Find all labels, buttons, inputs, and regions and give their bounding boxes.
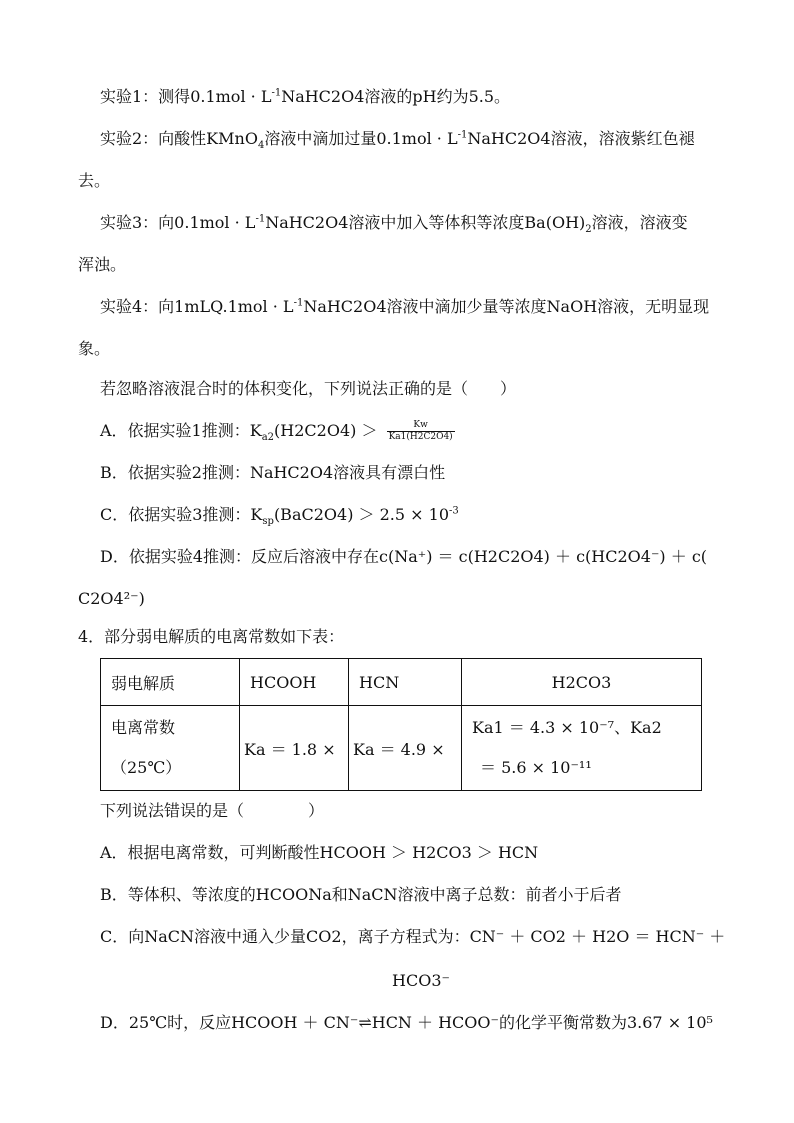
exp3-prefix: 实验3：向0.1mol · L [100,213,256,232]
option-3c-prefix: C．依据实验3推测：K [100,505,263,524]
experiment-2-cont: 去。 [78,171,111,190]
option-3a-prefix: A．依据实验1推测：K [100,421,262,440]
option-4a[interactable]: A．根据电离常数，可判断酸性HCOOH ＞ H2CO3 ＞ HCN [100,843,539,862]
exp1-prefix: 实验1：测得 [100,87,191,106]
exp2-prefix: 实验2：向酸性KMnO [100,129,258,148]
option-4d[interactable]: D．25℃时，反应HCOOH ＋ CN⁻⇌HCN ＋ HCOO⁻的化学平衡常数为3.67 × 10⁵ [100,1013,713,1032]
exp4-prefix: 实验4：向1mLQ.1mol · L [100,297,294,316]
question-4-stem: 4．部分弱电解质的电离常数如下表： [78,627,345,646]
exp2-exp: -1 [457,129,468,141]
ionization-constants-table [100,658,702,791]
option-3a[interactable] [100,420,455,443]
exp2-mid: 溶液中滴加过量0.1mol · L [264,129,458,148]
exp1-conc: 0.1mol · L [190,87,272,106]
question-3-stem: 若忽略溶液混合时的体积变化，下列说法正确的是（ ） [100,379,517,398]
exp4-rest: 溶液中滴加少量等浓度NaOH溶液，无明显现 [386,297,710,316]
row-label-line1: 电离常数 [111,718,176,737]
table-header-row [101,659,702,706]
row-label [101,706,240,791]
exp2-rest: 溶液，溶液紫红色褪 [550,129,695,148]
exp4-exp: -1 [293,297,304,309]
experiment-3-cont: 浑浊。 [78,255,127,274]
exp3-rest: 溶液，溶液变 [591,213,688,232]
option-3b[interactable]: B．依据实验2推测：NaHC2O4溶液具有漂白性 [100,463,446,482]
experiment-1 [100,86,510,108]
option-3c-sub: sp [262,516,274,528]
row-label-line2: （25℃） [111,758,182,777]
option-4b[interactable]: B．等体积、等浓度的HCOONa和NaCN溶液中离子总数：前者小于后者 [100,885,622,904]
exp2-sub: 4 [257,140,265,152]
cell-h2co3-line2: ＝ 5.6 × 10⁻¹¹ [480,758,592,777]
table-row [101,706,702,791]
option-3c[interactable] [100,504,459,526]
cell-hcn: Ka ＝ 4.9 × [349,706,462,791]
fraction [387,420,455,443]
exp3-mid: 溶液中加入等体积等浓度Ba(OH) [348,213,586,232]
exp1-salt: NaHC2O4 [281,87,365,106]
header-hcn: HCN [349,659,462,706]
cell-h2co3-line1: Ka1 ＝ 4.3 × 10⁻⁷、Ka2 [472,718,662,737]
question-4b-stem: 下列说法错误的是（ ） [100,801,325,820]
experiment-3 [100,212,688,234]
option-3a-mid: (H2C2O4) ＞ [274,421,378,440]
header-h2co3: H2CO3 [462,659,702,706]
option-3d[interactable]: D．依据实验4推测：反应后溶液中存在c(Na⁺) ＝ c(H2C2O4) ＋ c(HC2O4⁻) ＋ c( [100,547,708,566]
experiment-4-cont: 象。 [78,339,111,358]
cell-h2co3 [462,706,702,791]
option-4c-cont: HCO3⁻ [392,971,450,990]
fraction-numerator: Kw [387,420,455,432]
option-4c[interactable]: C．向NaCN溶液中通入少量CO2，离子方程式为：CN⁻ ＋ CO2 ＋ H2O ＝ HCN⁻ ＋ [100,927,726,946]
experiment-4 [100,296,709,318]
option-3c-mid: (BaC2O4) ＞ 2.5 × 10 [273,505,449,524]
exp3-salt: NaHC2O4 [265,213,349,232]
exp2-salt: NaHC2O4 [467,129,551,148]
option-3a-sub: a2 [261,432,275,444]
option-3c-exp: -3 [449,505,459,517]
fraction-denominator: Ka1(H2C2O4) [388,432,453,442]
cell-hcooh: Ka ＝ 1.8 × [240,706,349,791]
exp1-exp: -1 [271,87,282,99]
experiment-2 [100,128,695,150]
exp1-rest: 溶液的pH约为5.5。 [364,87,511,106]
option-3d-cont: C2O4²⁻) [78,589,145,608]
exp4-salt: NaHC2O4 [303,297,387,316]
header-electrolyte: 弱电解质 [101,659,240,706]
header-hcooh: HCOOH [240,659,349,706]
exp3-exp: -1 [255,213,266,225]
exp3-sub: 2 [585,224,592,236]
